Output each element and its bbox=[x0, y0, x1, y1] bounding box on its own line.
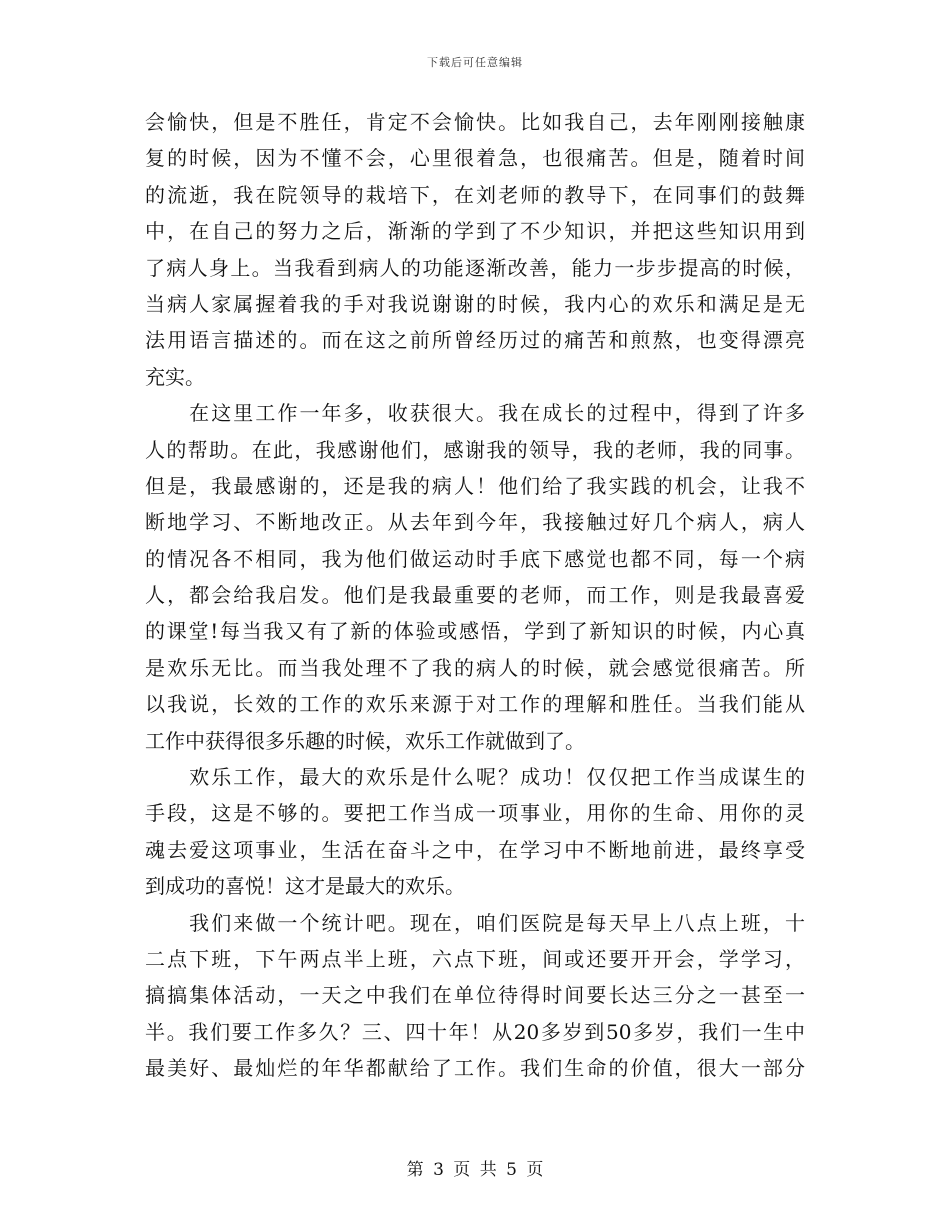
text-line: 会愉快，但是不胜任，肯定不会愉快。比如我自己，去年刚刚接触康 bbox=[145, 110, 805, 134]
text-line: 当病人家属握着我的手对我说谢谢的时候，我内心的欢乐和满足是无 bbox=[145, 291, 805, 316]
text-line: 复的时候，因为不懂不会，心里很着急，也很痛苦。但是，随着时间 bbox=[145, 146, 805, 171]
text-line: 中，在自己的努力之后，渐渐的学到了不少知识，并把这些知识用到 bbox=[145, 219, 805, 244]
text-line: 欢乐工作，最大的欢乐是什么呢？成功！仅仅把工作当成谋生的 bbox=[145, 765, 805, 790]
text-line: 在这里工作一年多，收获很大。我在成长的过程中，得到了许多 bbox=[145, 401, 805, 426]
text-line: 人，都会给我启发。他们是我最重要的老师，而工作，则是我最喜爱 bbox=[145, 583, 805, 608]
text-line: 魂去爱这项事业，生活在奋斗之中，在学习中不断地前进，最终享受 bbox=[145, 837, 805, 862]
text-line: 断地学习、不断地改正。从去年到今年，我接触过好几个病人，病人 bbox=[145, 510, 805, 535]
page-header: 下载后可任意编辑 bbox=[427, 56, 523, 69]
text-line: 手段，这是不够的。要把工作当成一项事业，用你的生命、用你的灵 bbox=[145, 801, 805, 826]
text-line: 的流逝，我在院领导的栽培下，在刘老师的教导下，在同事们的鼓舞 bbox=[145, 182, 805, 207]
text-line: 人的帮助。在此，我感谢他们，感谢我的领导，我的老师，我的同事。 bbox=[145, 437, 805, 462]
text-line: 充实。 bbox=[145, 364, 205, 389]
text-line: 二点下班，下午两点半上班，六点下班，间或还要开开会，学学习， bbox=[145, 946, 805, 971]
text-line: 的情况各不相同，我为他们做运动时手底下感觉也都不同，每一个病 bbox=[145, 546, 805, 571]
text-line: 我们来做一个统计吧。现在，咱们医院是每天早上八点上班，十 bbox=[145, 910, 805, 935]
text-line: 的课堂!每当我又有了新的体验或感悟，学到了新知识的时候，内心真 bbox=[145, 619, 805, 644]
text-line: 以我说，长效的工作的欢乐来源于对工作的理解和胜任。当我们能从 bbox=[145, 692, 805, 717]
document-body bbox=[145, 104, 805, 1087]
text-line: 半。我们要工作多久？三、四十年！从20多岁到50多岁，我们一生中 bbox=[145, 1019, 805, 1044]
text-line: 工作中获得很多乐趣的时候，欢乐工作就做到了。 bbox=[145, 728, 585, 753]
text-line: 了病人身上。当我看到病人的功能逐渐改善，能力一步步提高的时候， bbox=[145, 255, 805, 280]
text-line: 法用语言描述的。而在这之前所曾经历过的痛苦和煎熬，也变得漂亮 bbox=[145, 328, 805, 353]
text-line: 搞搞集体活动，一天之中我们在单位待得时间要长达三分之一甚至一 bbox=[145, 983, 805, 1008]
text-line: 是欢乐无比。而当我处理不了我的病人的时候，就会感觉很痛苦。所 bbox=[145, 655, 805, 680]
text-line: 但是，我最感谢的，还是我的病人！他们给了我实践的机会，让我不 bbox=[145, 473, 805, 498]
text-line: 到成功的喜悦！这才是最大的欢乐。 bbox=[145, 874, 465, 899]
page-number: 第 3 页 共 5 页 bbox=[406, 1160, 544, 1180]
text-line: 最美好、最灿烂的年华都献给了工作。我们生命的价值，很大一部分 bbox=[145, 1056, 805, 1081]
